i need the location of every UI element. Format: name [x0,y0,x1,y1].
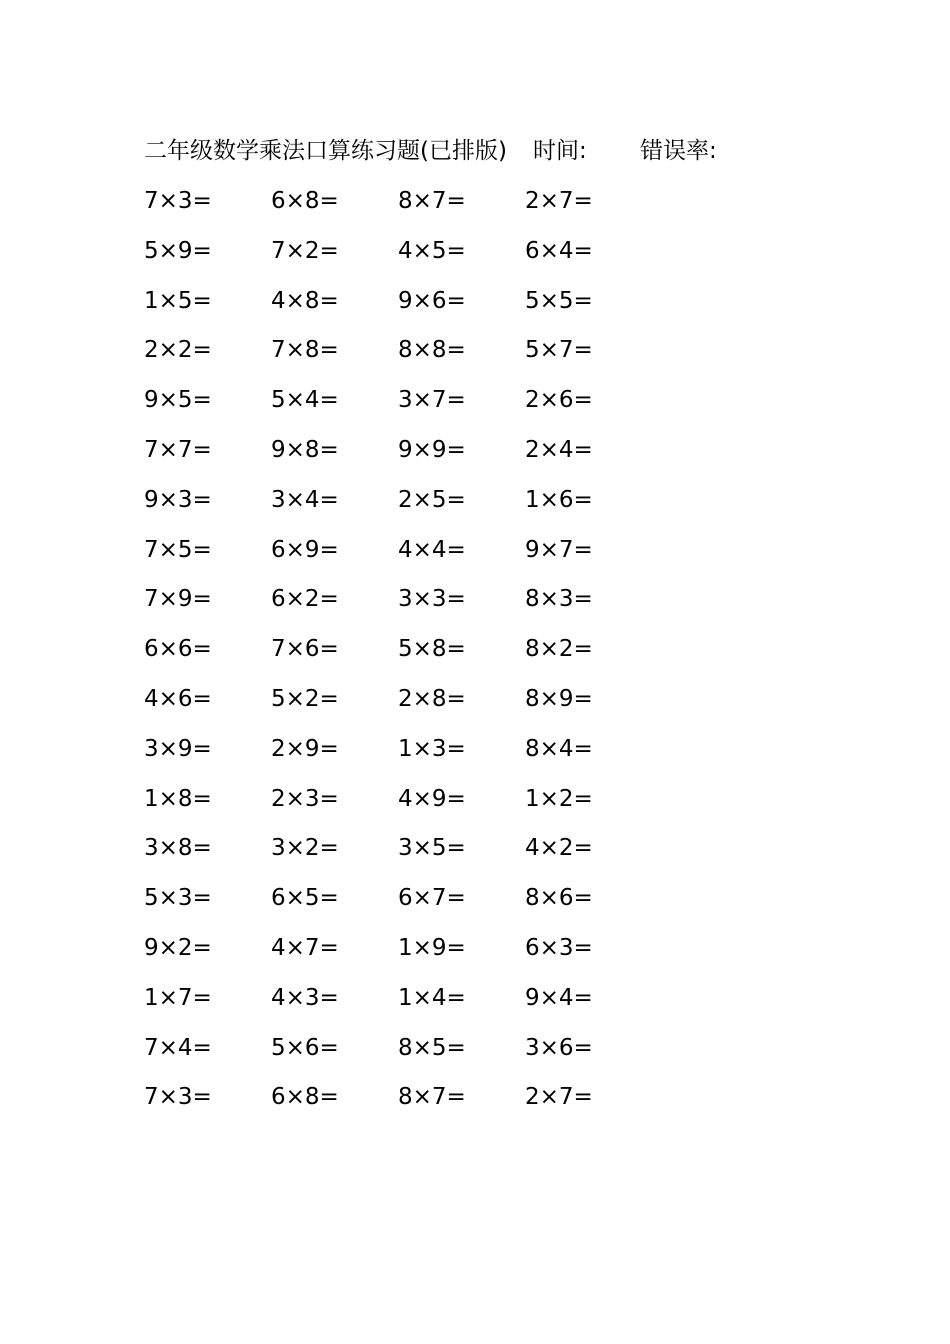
problem-item: 3×5= [398,835,466,862]
problem-grid [144,184,664,1130]
problem-item: 9×8= [271,436,339,463]
problem-row [144,483,664,533]
problem-row [144,582,664,632]
problem-item: 3×2= [271,835,339,862]
problem-item: 9×3= [144,486,212,513]
problem-item: 8×6= [525,885,593,912]
problem-item: 6×2= [271,586,339,613]
problem-item: 6×3= [525,934,593,961]
problem-item: 2×9= [271,735,339,762]
problem-item: 6×4= [525,237,593,264]
problem-item: 5×6= [271,1034,339,1061]
problem-item: 5×7= [525,337,593,364]
problem-row [144,682,664,732]
problem-item: 3×3= [398,586,466,613]
problem-item: 1×7= [144,984,212,1011]
problem-item: 9×9= [398,436,466,463]
problem-item: 4×6= [144,685,212,712]
problem-item: 8×2= [525,636,593,663]
problem-item: 2×2= [144,337,212,364]
problem-row [144,632,664,682]
problem-row [144,782,664,832]
problem-item: 3×6= [525,1034,593,1061]
problem-item: 9×2= [144,934,212,961]
problem-item: 1×8= [144,785,212,812]
problem-item: 7×9= [144,586,212,613]
problem-item: 1×5= [144,287,212,314]
problem-item: 5×5= [525,287,593,314]
problem-item: 6×9= [271,536,339,563]
problem-item: 7×4= [144,1034,212,1061]
problem-item: 4×4= [398,536,466,563]
problem-item: 3×7= [398,387,466,414]
problem-item: 4×8= [271,287,339,314]
problem-item: 6×6= [144,636,212,663]
problem-item: 8×7= [398,188,466,214]
problem-row [144,931,664,981]
error-rate-label: 错误率: [640,138,717,164]
problem-item: 2×3= [271,785,339,812]
worksheet-header [144,134,844,168]
problem-item: 8×5= [398,1034,466,1061]
problem-item: 8×9= [525,685,593,712]
problem-row [144,981,664,1031]
problem-item: 9×4= [525,984,593,1011]
problem-item: 5×3= [144,885,212,912]
problem-item: 3×4= [271,486,339,513]
problem-item: 6×8= [271,1084,339,1111]
problem-item: 9×6= [398,287,466,314]
problem-row [144,533,664,583]
problem-item: 7×5= [144,536,212,563]
problem-item: 7×3= [144,1084,212,1111]
problem-item: 4×5= [398,237,466,264]
problem-row [144,1031,664,1081]
problem-item: 2×4= [525,436,593,463]
problem-row [144,284,664,334]
problem-item: 8×4= [525,735,593,762]
problem-item: 1×2= [525,785,593,812]
problem-item: 7×3= [144,188,212,214]
problem-item: 4×2= [525,835,593,862]
problem-item: 5×2= [271,685,339,712]
problem-item: 7×2= [271,237,339,264]
problem-item: 4×9= [398,785,466,812]
problem-row [144,881,664,931]
problem-row [144,732,664,782]
problem-item: 9×5= [144,387,212,414]
problem-item: 8×7= [398,1084,466,1111]
problem-item: 1×6= [525,486,593,513]
problem-item: 3×8= [144,835,212,862]
problem-row [144,831,664,881]
problem-item: 5×9= [144,237,212,264]
problem-item: 7×8= [271,337,339,364]
problem-row [144,433,664,483]
problem-item: 3×9= [144,735,212,762]
problem-row [144,234,664,284]
problem-item: 2×7= [525,188,593,214]
problem-item: 1×4= [398,984,466,1011]
problem-row [144,333,664,383]
problem-item: 8×3= [525,586,593,613]
problem-item: 7×7= [144,436,212,463]
worksheet-title: 二年级数学乘法口算练习题(已排版) [144,138,507,164]
problem-item: 2×7= [525,1084,593,1111]
problem-row [144,383,664,433]
problem-row [144,1080,664,1130]
problem-item: 8×8= [398,337,466,364]
problem-item: 6×5= [271,885,339,912]
problem-item: 5×4= [271,387,339,414]
problem-item: 4×3= [271,984,339,1011]
problem-item: 2×8= [398,685,466,712]
problem-item: 9×7= [525,536,593,563]
problem-item: 1×9= [398,934,466,961]
problem-row [144,184,664,234]
problem-item: 6×7= [398,885,466,912]
problem-item: 5×8= [398,636,466,663]
problem-item: 4×7= [271,934,339,961]
problem-item: 7×6= [271,636,339,663]
problem-item: 2×6= [525,387,593,414]
problem-item: 6×8= [271,188,339,214]
problem-item: 1×3= [398,735,466,762]
problem-item: 2×5= [398,486,466,513]
time-label: 时间: [533,138,587,164]
